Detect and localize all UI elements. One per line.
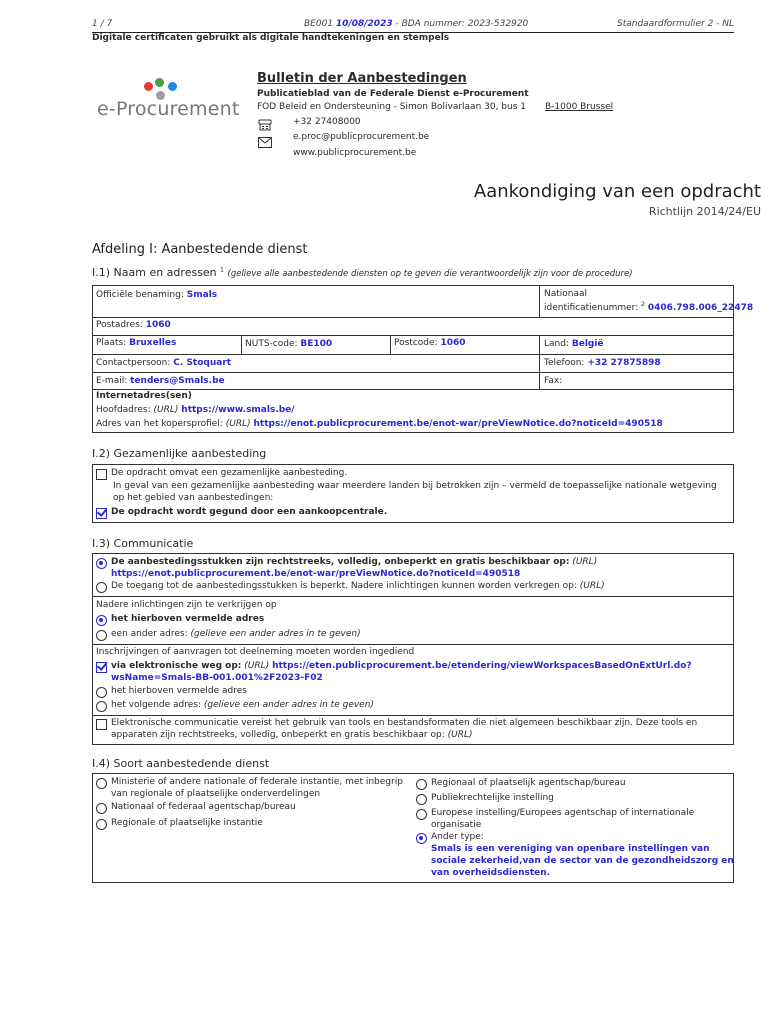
postal-address-label: Postadres: xyxy=(96,320,143,330)
phone-icon xyxy=(258,116,272,128)
section-heading: Afdeling I: Aanbestedende dienst xyxy=(92,242,308,257)
city-field xyxy=(96,338,176,348)
submit-other-row xyxy=(111,700,374,710)
postcode-value: 1060 xyxy=(440,338,466,348)
buyer-profile-link[interactable]: https://enot.publicprocurement.be/enot-war/preViewNotice.do?noticeId=490518 xyxy=(253,419,663,429)
joint-procurement-note1: In geval van een gezamenlijke aanbesteding waar meerdere landen bij betrokken zijn – vermeld de toepasselijke nationale wetgeving xyxy=(113,481,717,491)
other-type-value2: sociale zekerheid,van de sector van de gezondheidszorg en xyxy=(431,856,734,866)
national-id-label1: Nationaal xyxy=(544,289,588,299)
row-divider xyxy=(92,335,734,336)
logo-dot-red xyxy=(144,82,153,91)
docs-free-row xyxy=(111,557,597,567)
submit-heading: Inschrijvingen of aanvragen tot deelneming moeten worden ingediend xyxy=(96,647,415,657)
row-divider xyxy=(92,317,734,318)
special-tools-row xyxy=(111,730,473,740)
submit-url-link[interactable]: https://eten.publicprocurement.be/etendering/viewWorkspacesBasedOnExtUrl.do? xyxy=(272,661,692,671)
special-tools-checkbox[interactable] xyxy=(96,719,107,730)
publisher-address: FOD Beleid en Ondersteuning - Simon Bolivarlaan 30, bus 1 xyxy=(257,102,527,112)
publisher-phone: +32 27408000 xyxy=(293,117,361,127)
european-institution-radio[interactable] xyxy=(416,809,427,820)
ministry-radio[interactable] xyxy=(96,778,107,789)
phone-field xyxy=(544,358,661,368)
url-tag: (URL) xyxy=(244,661,270,671)
country-label: Land: xyxy=(544,339,569,349)
european-institution-label2: organisatie xyxy=(431,820,482,830)
contact-label: Contactpersoon: xyxy=(96,358,171,368)
postal-address-field xyxy=(96,320,171,330)
buyer-profile-label: Adres van het kopersprofiel: xyxy=(96,419,223,429)
docs-restricted-row xyxy=(111,581,605,591)
official-name-field xyxy=(96,290,217,300)
docs-restricted-label: De toegang tot de aanbestedingsstukken is beperkt. Nadere inlichtingen kunnen worden verkregen op: xyxy=(111,581,577,591)
central-purchasing-label: De opdracht wordt gegund door een aankoopcentrale. xyxy=(111,507,388,517)
submit-electronic-row xyxy=(111,661,692,671)
email-value[interactable]: tenders@Smals.be xyxy=(130,376,225,386)
bda-number: - BDA nummer: 2023-532920 xyxy=(395,19,529,29)
regional-agency-radio[interactable] xyxy=(416,779,427,790)
eprocurement-logo xyxy=(92,74,240,124)
european-institution-label1: Europese instelling/Europees agentschap of internationale xyxy=(431,808,695,818)
docs-free-label: De aanbestedingsstukken zijn rechtstreeks, volledig, onbeperkt en gratis beschikbaar op: xyxy=(111,557,570,567)
row-divider xyxy=(92,372,734,373)
national-id-field xyxy=(544,301,753,313)
regional-authority-radio[interactable] xyxy=(96,819,107,830)
other-type-radio[interactable] xyxy=(416,833,427,844)
mail-icon xyxy=(258,133,272,144)
i4-heading: I.4) Soort aanbestedende dienst xyxy=(92,757,270,770)
logo-dot-green xyxy=(155,78,164,87)
public-law-body-label: Publiekrechtelijke instelling xyxy=(431,793,554,803)
docs-restricted-radio[interactable] xyxy=(96,582,107,593)
internet-heading: Internetadres(sen) xyxy=(96,391,192,401)
national-id-footnote: 2 xyxy=(641,301,645,308)
page-number: 1 / 7 xyxy=(92,19,113,29)
special-tools-label2: apparaten zijn rechtstreeks, volledig, onbeperkt en gratis beschikbaar op: xyxy=(111,730,445,740)
row-divider xyxy=(92,354,734,355)
postal-address-value: 1060 xyxy=(145,320,171,330)
i1-footnote: 1 xyxy=(220,266,224,274)
publisher-website[interactable]: www.publicprocurement.be xyxy=(293,148,417,158)
info-heading: Nadere inlichtingen zijn te verkrijgen op xyxy=(96,600,277,610)
url-tag: (URL) xyxy=(572,557,598,567)
submit-electronic-checkbox[interactable] xyxy=(96,662,107,673)
other-type-value3: van overheidsdiensten. xyxy=(431,868,551,878)
country-field xyxy=(544,339,604,349)
i1-heading-row xyxy=(92,266,633,279)
row-divider xyxy=(92,644,734,645)
other-type-value1: Smals is een vereniging van openbare instellingen van xyxy=(431,844,710,854)
submit-above-radio[interactable] xyxy=(96,687,107,698)
publisher-email[interactable]: e.proc@publicprocurement.be xyxy=(293,132,430,142)
submit-other-note: (gelieve een ander adres in te geven) xyxy=(203,700,374,710)
email-label: E-mail: xyxy=(96,376,128,386)
main-address-link[interactable]: https://www.smals.be/ xyxy=(181,405,295,415)
ministry-label2: van regionale of plaatselijke onderverdelingen xyxy=(111,789,321,799)
i1-heading: I.1) Naam en adressen xyxy=(92,266,217,279)
national-id-value: 0406.798.006_22478 xyxy=(647,303,754,313)
ref-code: BE001 xyxy=(304,19,334,29)
city-value: Bruxelles xyxy=(129,338,177,348)
info-above-label: het hierboven vermelde adres xyxy=(111,614,265,624)
form-name: Standaardformulier 2 - NL xyxy=(617,19,735,29)
contact-field xyxy=(96,358,231,368)
city-label: Plaats: xyxy=(96,338,127,348)
header-subtitle: Digitale certificaten gebruikt als digitale handtekeningen en stempels xyxy=(92,33,450,43)
url-tag: (URL) xyxy=(447,730,473,740)
regional-agency-label: Regionaal of plaatselijk agentschap/bureau xyxy=(431,778,626,788)
national-agency-radio[interactable] xyxy=(96,803,107,814)
official-name-label: Officiële benaming: xyxy=(96,290,184,300)
notice-directive: Richtlijn 2014/24/EU xyxy=(648,205,761,218)
phone-value: +32 27875898 xyxy=(587,358,661,368)
nuts-field xyxy=(245,339,332,349)
info-other-row xyxy=(111,629,361,639)
joint-procurement-label: De opdracht omvat een gezamenlijke aanbesteding. xyxy=(111,468,348,478)
row-divider xyxy=(92,596,734,597)
submit-other-radio[interactable] xyxy=(96,701,107,712)
notice-title: Aankondiging van een opdracht xyxy=(473,181,761,202)
central-purchasing-checkbox[interactable] xyxy=(96,508,107,519)
notice-date: 10/08/2023 xyxy=(335,19,393,29)
url-tag: (URL) xyxy=(579,581,605,591)
notice-reference xyxy=(304,19,528,29)
col-divider xyxy=(241,335,242,354)
email-field xyxy=(96,376,225,386)
col-divider xyxy=(539,335,540,389)
url-tag: (URL) xyxy=(225,419,251,429)
info-other-note: (gelieve een ander adres in te geven) xyxy=(190,629,361,639)
submit-url-link-cont[interactable]: wsName=Smals-BB-001.001%2F2023-F02 xyxy=(111,673,323,683)
logo-dot-blue xyxy=(168,82,177,91)
row-divider xyxy=(92,389,734,390)
main-address-label: Hoofdadres: xyxy=(96,405,151,415)
col-divider xyxy=(539,285,540,317)
national-agency-label: Nationaal of federaal agentschap/bureau xyxy=(111,802,296,812)
postcode-label: Postcode: xyxy=(394,338,438,348)
info-other-label: een ander adres: xyxy=(111,629,188,639)
publisher-title: Bulletin der Aanbestedingen xyxy=(257,71,467,86)
public-law-body-radio[interactable] xyxy=(416,794,427,805)
other-type-label: Ander type: xyxy=(431,832,484,842)
nuts-value: BE100 xyxy=(300,339,333,349)
nuts-label: NUTS-code: xyxy=(245,339,298,349)
fax-label: Fax: xyxy=(544,376,563,386)
info-above-radio[interactable] xyxy=(96,615,107,626)
phone-label: Telefoon: xyxy=(544,358,585,368)
i1-note: (gelieve alle aanbestedende diensten op te geven die verantwoordelijk zijn voor de procedure) xyxy=(227,269,633,279)
contact-value: C. Stoquart xyxy=(173,358,232,368)
publisher-subtitle: Publicatieblad van de Federale Dienst e-Procurement xyxy=(257,89,529,99)
joint-procurement-checkbox[interactable] xyxy=(96,469,107,480)
logo-text: e-Procurement xyxy=(97,98,240,120)
buyer-profile-field xyxy=(96,419,663,429)
i2-heading: I.2) Gezamenlijke aanbesteding xyxy=(92,447,267,460)
submit-above-label: het hierboven vermelde adres xyxy=(111,686,247,696)
joint-procurement-note2: op het gebied van aanbestedingen: xyxy=(113,493,274,503)
docs-url-link[interactable]: https://enot.publicprocurement.be/enot-war/preViewNotice.do?noticeId=490518 xyxy=(111,569,521,579)
submit-electronic-label: via elektronische weg op: xyxy=(111,661,242,671)
submit-other-label: het volgende adres: xyxy=(111,700,202,710)
col-divider xyxy=(390,335,391,354)
regional-authority-label: Regionale of plaatselijke instantie xyxy=(111,818,263,828)
special-tools-label1: Elektronische communicatie vereist het gebruik van tools en bestandsformaten die niet algemeen beschikbaar zijn. Deze tools en xyxy=(111,718,698,728)
official-name-value: Smals xyxy=(186,290,218,300)
country-value: België xyxy=(571,339,604,349)
i3-heading: I.3) Communicatie xyxy=(92,537,194,550)
national-id-label2: identificatienummer: xyxy=(544,303,639,313)
docs-free-radio[interactable] xyxy=(96,558,107,569)
url-tag: (URL) xyxy=(153,405,179,415)
row-divider xyxy=(92,715,734,716)
postcode-field xyxy=(394,338,466,348)
info-other-radio[interactable] xyxy=(96,630,107,641)
ministry-label1: Ministerie of andere nationale of federale instantie, met inbegrip xyxy=(111,777,403,787)
publisher-city: B-1000 Brussel xyxy=(545,102,614,112)
main-address-field xyxy=(96,405,295,415)
